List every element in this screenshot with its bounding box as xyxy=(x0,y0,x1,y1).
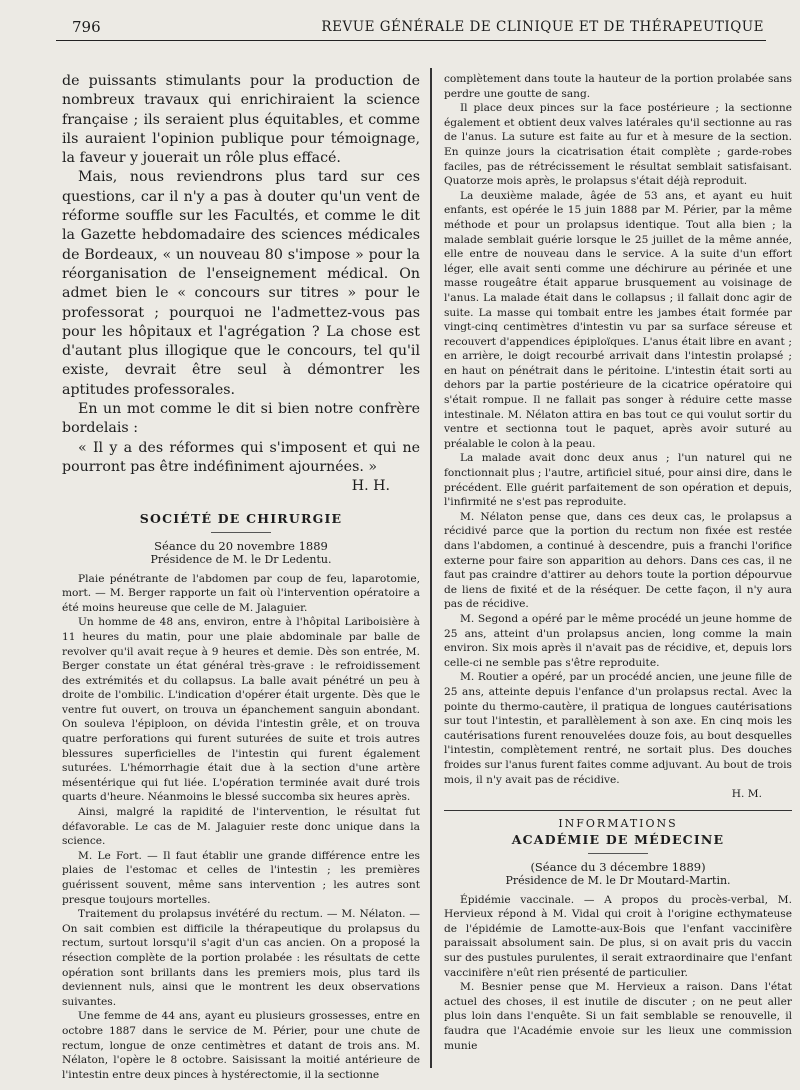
editorial-paragraph: « Il y a des réformes qui s'imposent et qui ne pourront pas être indéfiniment ajournées. » xyxy=(62,439,420,475)
presidence-line: Présidence de M. le Dr Ledentu. xyxy=(150,552,332,566)
academy-proceedings xyxy=(444,893,792,1054)
title-divider xyxy=(588,853,648,854)
proceedings-paragraph: Il place deux pinces sur la face postérieure ; la sectionne également et obtient deux valves latérales qu'il sectionne au ras de l'anus. La suture est faite au fur et à mesure de la section. En quinze jours la cicatrisation était complète ; garde-robes faciles, pas de rétrécissement le résultat semblait satisfaisant. Quatorze mois après, le prolapsus s'était déjà reproduit. xyxy=(444,102,792,188)
editorial-paragraph: de puissants stimulants pour la production de nombreux travaux qui enrichiraient la science française ; ils seraient plus équitables, et comme ils auraient l'opinion publique pour témoignage, la faveur y jouerait un rôle plus effacé. xyxy=(62,73,420,167)
academy-seance-date: (Séance du 3 décembre 1889) xyxy=(530,859,706,874)
column-divider xyxy=(430,68,432,1068)
editorial-section xyxy=(62,72,420,497)
proceedings-paragraph: M. Nélaton pense que, dans ces deux cas, le prolapsus a récidivé parce que la portion du rectum non fixée est restée dans l'abdomen, a continué à descendre, puis a franchi l'orifice externe pour faire son apparition au dehors. Dans ces cas, il ne faut pas craindre d'attirer au dehors toute la portion dépourvue de liens de fixité et de la réséquer. De cette façon, il n'y aura pas de récidive. xyxy=(444,510,792,611)
academy-presidence-line: Présidence de M. le Dr Moutard-Martin. xyxy=(505,873,731,887)
academy-paragraph: M. Besnier pense que M. Hervieux a raison. Dans l'état actuel des choses, il est inutile de discuter ; on ne peut aller plus loin dans l'enquête. Si un fait semblable se renouvelle, il faudra que l'Académie envoie sur les lieux une commission munie xyxy=(444,981,792,1052)
proceedings-paragraph: La deuxième malade, âgée de 53 ans, et ayant eu huit enfants, est opérée le 15 juin 1888 par M. Périer, par la même méthode et pour un prolapsus identique. Tout alla bien ; la malade semblait guérie lorsque le 25 juillet de la même année, elle entre de nouveau dans le service. A la suite d'un effort léger, elle avait senti comme une déchirure au périnée et une masse rougeâtre était apparue brusquement au voisinage de l'anus. La malade était dans le collapsus ; il fallait donc agir de suite. La masse qui tombait entre les jambes était formée par vingt-cinq centimètres d'intestin vu par sa surface séreuse et recouvert d'appendices épiploïques. L'anus était libre en avant ; en arrière, le doigt recourbé arrivait dans l'intestin prolapsé ; en haut on pénétrait dans le péritoine. L'intestin était sorti au dehors par la partie postérieure de la cicatrice opératoire qui s'était rompue. Il ne fallait pas songer à réduire cette masse intestinale. M. Nélaton attira en bas tout ce qui voulut sortir du ventre et sectionna tout le paquet, après avoir suturé au préalable le colon à la peau. xyxy=(444,189,792,450)
proceedings-paragraph: Ainsi, malgré la rapidité de l'intervention, le résultat fut défavorable. Le cas de M. Jalaguier reste donc unique dans la science. xyxy=(62,806,420,848)
editorial-signature: H. H. xyxy=(351,478,390,495)
academy-title: ACADÉMIE DE MÉDECINE xyxy=(511,831,725,847)
proceedings-signature: H. M. xyxy=(731,788,762,801)
journal-title: REVUE GÉNÉRALE DE CLINIQUE ET DE THÉRAPEUTIQUE xyxy=(321,19,764,35)
editorial-paragraph: Mais, nous reviendrons plus tard sur ces questions, car il n'y a pas à douter qu'un vent de réforme souffle sur les Facultés, et comme le dit la Gazette hebdomadaire des sciences médicales de Bordeaux, « un nouveau 80 s'impose » pour la réorganisation de l'enseignement médical. On admet bien le « concours sur titres » pour le professorat ; pourquoi ne l'admettez-vous pas pour les hôpitaux et l'agrégation ? La chose est d'autant plus illogique que le concours, tel qu'il existe, devrait être seul à démontrer les aptitudes professorales. xyxy=(62,169,420,398)
informations-header xyxy=(444,810,792,847)
proceedings-paragraph: M. Segond a opéré par le même procédé un jeune homme de 25 ans, atteint d'un prolapsus ancien, long comme la main environ. Six mois après il n'avait pas de récidive, et, depuis lors celle-ci ne semble pas s'être reproduite. xyxy=(444,612,792,669)
page-number: 796 xyxy=(72,18,101,36)
seance-date: Séance du 20 novembre 1889 xyxy=(154,538,328,553)
proceedings-paragraph: Un homme de 48 ans, environ, entre à l'hôpital Lariboisière à 11 heures du matin, pour une plaie abdominale par balle de revolver qu'il avait reçue à 9 heures et demie. Dès son entrée, M. Berger constate un état général très-grave : le refroidissement des extrémités et du collapsus. La balle avait pénétré un peu à droite de l'ombilic. L'indication d'opérer était urgente. Dès que le ventre fut ouvert, on trouva un épanchement sanguin abondant. On souleva l'épiploon, on dévida l'intestin grêle, et on trouva quatre perforations qui furent suturées de suite et trois autres blessures superficielles de l'intestin qui furent également suturées. L'hémorrhagie était due à la section d'une artère mésentérique qui fut liée. L'opération terminée avait duré trois quarts d'heure. Néanmoins le blessé succomba six heures après. xyxy=(62,616,420,804)
society-title: SOCIÉTÉ DE CHIRURGIE xyxy=(139,510,343,526)
informations-label: INFORMATIONS xyxy=(558,816,678,830)
academy-paragraph: Épidémie vaccinale. — A propos du procès-verbal, M. Hervieux répond à M. Vidal qui croit à l'origine ecthymateuse de l'épidémie de Lamotte-aux-Bois que l'enfant vaccinifère paraissait absolument sain. De plus, si on avait pris du vaccin sur des pustules purulentes, il serait extraordinaire que l'enfant vaccinifère n'eût rien présenté de particulier. xyxy=(444,893,792,979)
editorial-paragraph: En un mot comme le dit si bien notre confrère bordelais : xyxy=(62,401,420,437)
proceedings-paragraph: La malade avait donc deux anus ; l'un naturel qui ne fonctionnait plus ; l'autre, artificiel situé, pour ainsi dire, dans le précédent. Elle guérit parfaitement de son opération et depuis, l'infirmité ne s'est pas reproduite. xyxy=(444,452,792,509)
title-divider xyxy=(211,532,271,533)
proceedings-paragraph: M. Routier a opéré, par un procédé ancien, une jeune fille de 25 ans, atteinte depuis l'enfance d'un prolapsus rectal. Avec la pointe du thermo-cautère, il pratiqua de longues cautérisations sur tout l'intestin, et parallèlement à son axe. En cinq mois les cautérisations furent renouvelées douze fois, au bout desquelles l'intestin, complètement rentré, ne sortait plus. Des douches froides sur l'anus furent faites comme adjuvant. Au bout de trois mois, il n'y avait pas de récidive. xyxy=(444,671,792,786)
proceedings-paragraph: Traitement du prolapsus invétéré du rectum. — M. Nélaton. — On sait combien est difficile la thérapeutique du prolapsus du rectum, surtout lorsqu'il s'agit d'un cas ancien. On a proposé la résection complète de la portion prolabée : les résultats de cette opération sont brillants dans les premiers mois, plus tard ils deviennent nuls, ainsi que le montrent les deux observations suivantes. xyxy=(62,908,420,1008)
proceedings-paragraph: Plaie pénétrante de l'abdomen par coup de feu, laparotomie, mort. — M. Berger rapporte un fait où l'intervention opératoire a été moins heureuse que celle de M. Jalaguier. xyxy=(62,572,420,614)
left-column xyxy=(62,72,420,1081)
proceedings-paragraph: M. Le Fort. — Il faut établir une grande différence entre les plaies de l'estomac et celles de l'intestin ; les premières guérissent souvent, même sans intervention ; les autres sont presque toujours mortelles. xyxy=(62,849,420,906)
right-column xyxy=(444,72,792,1072)
society-proceedings-continued xyxy=(444,72,792,802)
page-header xyxy=(56,16,766,41)
proceedings-paragraph: complètement dans toute la hauteur de la portion prolabée sans perdre une goutte de sang. xyxy=(444,73,792,100)
proceedings-paragraph: Une femme de 44 ans, ayant eu plusieurs grossesses, entre en octobre 1887 dans le service de M. Périer, pour une chute de rectum, longue de onze centimètres et datant de trois ans. M. Nélaton, l'opère le 8 octobre. Saisissant la moitié antérieure de l'intestin entre deux pinces à hystérectomie, il la sectionne xyxy=(62,1010,420,1081)
society-proceedings xyxy=(62,572,420,1083)
